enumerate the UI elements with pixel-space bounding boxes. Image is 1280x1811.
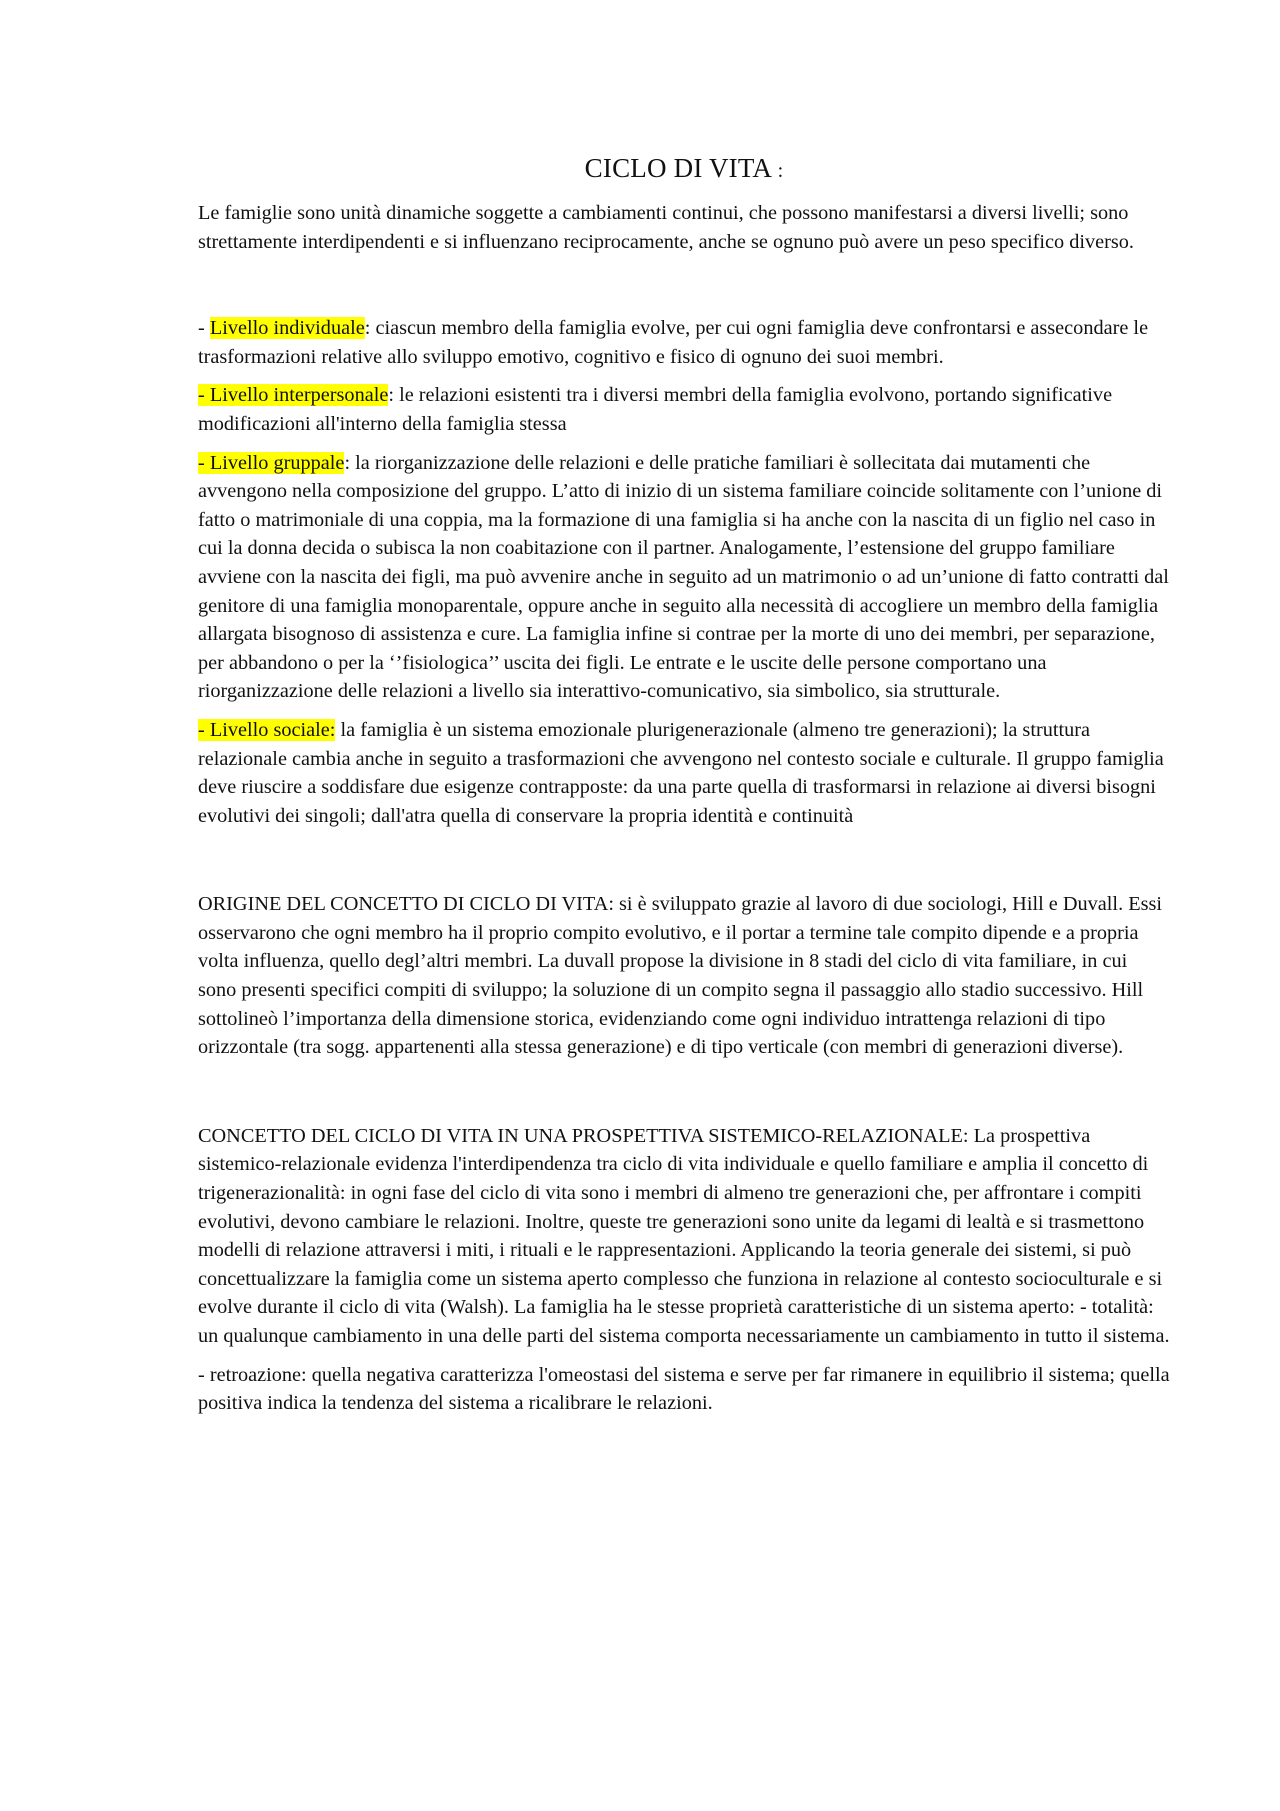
spacer [198, 1062, 1170, 1122]
level-highlight: Livello individuale [209, 317, 365, 340]
spacer [198, 830, 1170, 890]
level-text: la famiglia è un sistema emozionale plurigenerazionale (almeno tre generazioni); la struttura relazionale cambia anche in seguito a trasformazioni che avvengono nel contesto sociale e culturale. Il gruppo famiglia deve riuscire a soddisfare due esigenze contrapposte: da una parte quella di trasformarsi in relazione ai diversi bisogni evolutivi dei singoli; dall'atra quella di conservare la propria identità e continuità [198, 718, 1164, 827]
level-highlight: - Livello sociale: [198, 718, 336, 741]
retroazione-paragraph: - retroazione: quella negativa caratterizza l'omeostasi del sistema e serve per far rimanere in equilibrio il sistema; quella positiva indica la tendenza del sistema a ricalibrare le relazioni. [198, 1363, 1170, 1415]
level-individuale-paragraph [198, 314, 1170, 371]
title-text: CICLO DI VITA [584, 153, 771, 183]
spacer [198, 371, 1170, 381]
document-page [198, 150, 1170, 1418]
level-text: : ciascun membro della famiglia evolve, per cui ogni famiglia deve confrontarsi e assecondare le trasformazioni relative allo sviluppo emotivo, cognitivo e fisico di ognuno dei suoi membri. [198, 317, 1149, 368]
title-colon: : [777, 160, 784, 182]
origine-paragraph: ORIGINE DEL CONCETTO DI CICLO DI VITA: si è sviluppato grazie al lavoro di due sociologi, Hill e Duvall. Essi osservarono che ogni membro ha il proprio compito evolutivo, e il portar a termine tale compito dipende e a propria volta influenza, quello degl’altri membri. La duvall propose la divisione in 8 stadi del ciclo di vita familiare, in cui sono presenti specifici compiti di sviluppo; la soluzione di un compito segna il passaggio allo stadio successivo. Hill sottolineò l’importanza della dimensione storica, evidenziando come ogni individuo intrattenga relazioni di tipo orizzontale (tra sogg. appartenenti alla stessa generazione) e di tipo verticale (con membri di generazioni diverse). [198, 893, 1163, 1059]
level-interpersonale-paragraph [198, 381, 1170, 438]
level-text: : le relazioni esistenti tra i diversi membri della famiglia evolvono, portando significative modificazioni all'interno della famiglia stessa [198, 384, 1113, 435]
level-highlight: - Livello interpersonale [198, 384, 389, 407]
level-gruppale-paragraph [198, 449, 1170, 706]
page-title [198, 150, 1170, 189]
spacer [198, 439, 1170, 449]
spacer [198, 256, 1170, 314]
level-text: : la riorganizzazione delle relazioni e delle pratiche familiari è sollecitata dai mutamenti che avvengono nella composizione del gruppo. L’atto di inizio di un sistema familiare coincide solitamente con l’unione di fatto o matrimoniale di una coppia, ma la formazione di una famiglia si ha anche con la nascita di un figlio nel caso in cui la donna decida o subisca la non coabitazione con il partner. Analogamente, l’estensione del gruppo familiare avviene con la nascita dei figli, ma può avvenire anche in seguito ad un matrimonio o ad un’unione di fatto contratti dal genitore di una famiglia monoparentale, oppure anche in seguito alla necessità di accogliere un membro della famiglia allargata bisognoso di assistenza e cure. La famiglia infine si contrae per la morte di uno dei membri, per separazione, per abbandono o per la ‘’fisiologica’’ uscita dei figli. Le entrate e le uscite delle persone comportano una riorganizzazione delle relazioni a livello sia interattivo-comunicativo, sia simbolico, sia strutturale. [198, 451, 1169, 703]
level-prefix: - [198, 317, 210, 340]
intro-paragraph: Le famiglie sono unità dinamiche soggette a cambiamenti continui, che possono manifestarsi a diversi livelli; sono strettamente interdipendenti e si influenzano reciprocamente, anche se ognuno può avere un peso specifico diverso. [198, 202, 1134, 253]
concetto-paragraph: CONCETTO DEL CICLO DI VITA IN UNA PROSPETTIVA SISTEMICO-RELAZIONALE: La prospettiva sistemico-relazionale evidenza l'interdipendenza tra ciclo di vita individuale e quello familiare e amplia il concetto di trigenerazionalità: in ogni fase del ciclo di vita sono i membri di almeno tre generazioni che, per affrontare i compiti evolutivi, devono cambiare le relazioni. Inoltre, queste tre generazioni sono unite da legami di lealtà e si trasmettono modelli di relazione attraversi i miti, i rituali e le rappresentazioni. Applicando la teoria generale dei sistemi, si può concettualizzare la famiglia come un sistema aperto complesso che funziona in relazione al contesto socioculturale e si evolve durante il ciclo di vita (Walsh). La famiglia ha le stesse proprietà caratteristiche di un sistema aperto: - totalità: un qualunque cambiamento in una delle parti del sistema comporta necessariamente un cambiamento in tutto il sistema. [198, 1124, 1170, 1347]
level-highlight: - Livello gruppale [198, 451, 345, 474]
spacer [198, 706, 1170, 716]
spacer [198, 1351, 1170, 1361]
level-sociale-paragraph [198, 716, 1170, 830]
